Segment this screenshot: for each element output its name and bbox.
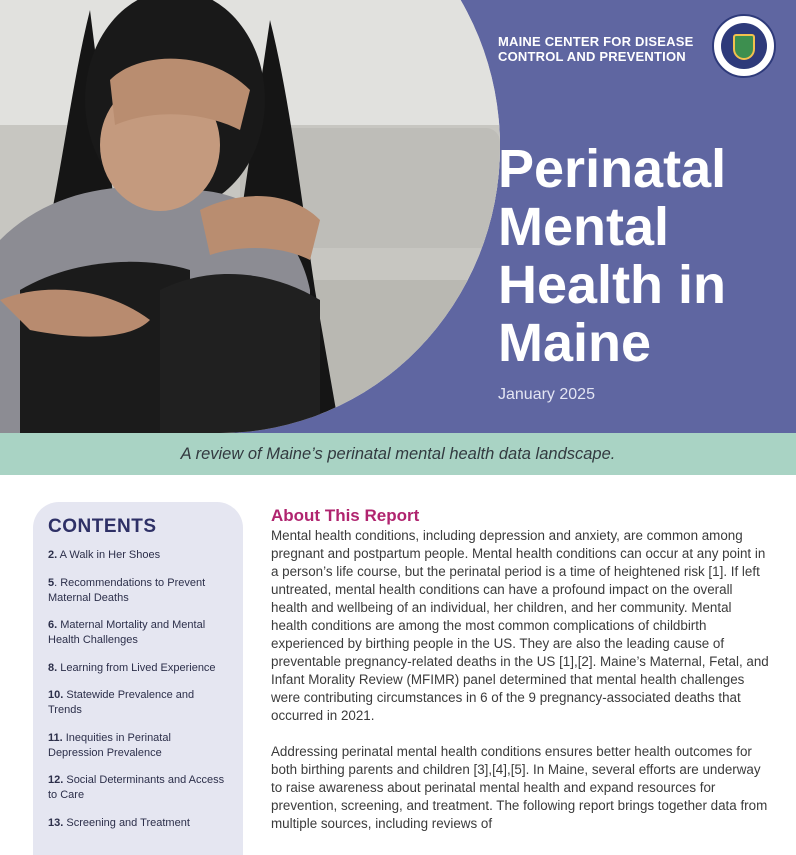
- toc-item[interactable]: [48, 576, 229, 606]
- toc-label: . Recommendations to Prevent Maternal Deaths: [48, 576, 206, 604]
- toc-label: A Walk in Her Shoes: [57, 549, 161, 561]
- toc-label: Screening and Treatment: [63, 816, 190, 829]
- toc-label: Social Determinants and Access to Care: [48, 774, 225, 801]
- title-line: Health in: [498, 255, 727, 315]
- cover-photo: [0, 0, 500, 433]
- maine-dhhs-seal-icon: [712, 14, 776, 78]
- title-line: Perinatal: [498, 139, 727, 199]
- toc-label: Learning from Lived Experience: [57, 661, 216, 674]
- subtitle-banner: [0, 433, 796, 475]
- about-heading: About This Report: [271, 506, 420, 525]
- toc-page-number: 13.: [48, 816, 64, 829]
- cover-photo-illustration: [0, 0, 500, 433]
- toc-page-number: 5: [48, 576, 55, 589]
- about-paragraph-1: Mental health conditions, including depression and anxiety, are common among pregnant and postpartum people. Mental health conditions can occur at any point in a person’s life course, but the perinatal period is a time of heightened risk [1]. If left untreated, mental health conditions can have a profound impact on the overall health and wellbeing of an individual, her children, and her community. Mental health conditions are among the most common complications of childbirth experienced by birthing people in the US. They are also the leading cause of preventable pregnancy-related deaths in the US [1],[2]. Maine’s Maternal, Fetal, and Infant Morality Review (MFIMR) panel determined that mental health challenges were contributing circumstances in 6 of the 9 pregnancy-associated deaths that occurred in 2021.: [271, 528, 769, 723]
- toc-page-number: 10.: [48, 689, 64, 701]
- toc-label: Maternal Mortality and Mental Health Challenges: [48, 619, 206, 646]
- toc-item[interactable]: [48, 731, 229, 761]
- contents-heading: CONTENTS: [48, 516, 157, 537]
- agency-line-2: CONTROL AND PREVENTION: [498, 49, 686, 64]
- toc-page-number: 12.: [48, 774, 64, 786]
- title-line: Mental: [498, 197, 670, 257]
- toc-page-number: 2.: [48, 549, 58, 561]
- agency-name: [498, 34, 693, 64]
- agency-line-1: MAINE CENTER FOR DISEASE: [498, 34, 694, 49]
- toc-item[interactable]: [48, 548, 229, 563]
- toc-label: Inequities in Perinatal Depression Prevalence: [48, 731, 171, 759]
- seal-shield: [733, 34, 755, 60]
- toc-item[interactable]: [48, 773, 229, 803]
- toc-page-number: 6.: [48, 619, 58, 631]
- table-of-contents: [33, 502, 243, 855]
- report-date: January 2025: [498, 386, 595, 403]
- toc-item[interactable]: [48, 661, 229, 676]
- toc-page-number: 11.: [48, 731, 63, 744]
- about-section: [271, 506, 771, 851]
- toc-item[interactable]: [48, 618, 229, 648]
- toc-label: Statewide Prevalence and Trends: [48, 689, 195, 716]
- toc-item[interactable]: [48, 688, 229, 718]
- toc-item[interactable]: [48, 816, 229, 831]
- subtitle-text: A review of Maine’s perinatal mental health data landscape.: [180, 444, 616, 463]
- toc-page-number: 8.: [48, 661, 58, 674]
- report-title: [498, 140, 788, 372]
- about-paragraph-2: Addressing perinatal mental health conditions ensures better health outcomes for both birthing parents and children [3],[4],[5]. In Maine, several efforts are underway to raise awareness about perinatal mental health and expand resources for prevention, screening, and treatment. The following report brings together data from multiple sources, including reviews of: [271, 744, 768, 831]
- title-line: Maine: [498, 313, 652, 373]
